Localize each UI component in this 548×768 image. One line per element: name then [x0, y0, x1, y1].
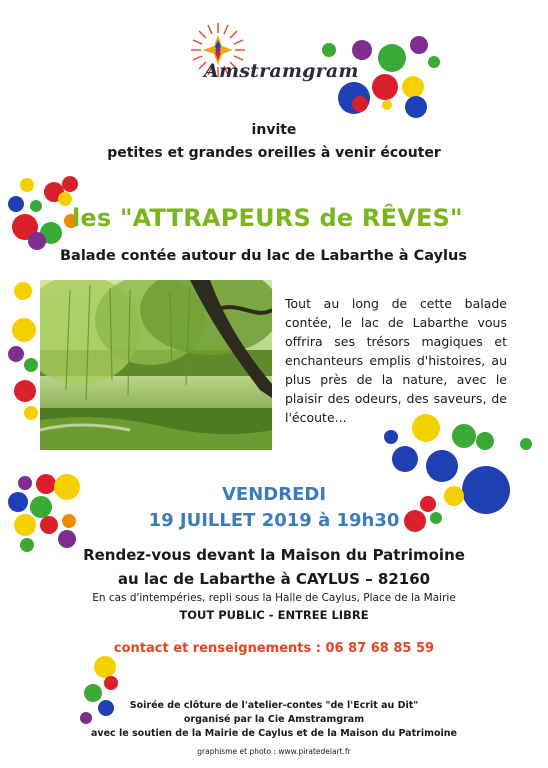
event-subtitle: Balade contée autour du lac de Labarthe à Caylus: [60, 248, 467, 264]
event-day: VENDREDI: [221, 484, 327, 505]
event-date: 19 JUILLET 2019 à 19h30: [148, 510, 400, 531]
logo-wordmark: Amstramgram: [204, 60, 359, 82]
rain-fallback-note: En cas d'intempéries, repli sous la Halle de Caylus, Place de la Mairie: [92, 592, 456, 604]
credit-line: graphisme et photo : www.piratedelart.fr: [197, 747, 351, 756]
logo: [182, 22, 372, 82]
event-title: les "ATTRAPEURS de RÊVES": [72, 204, 463, 232]
invite-subline: petites et grandes oreilles à venir écouter: [107, 145, 441, 161]
meeting-place-line2: au lac de Labarthe à CAYLUS – 82160: [117, 570, 431, 588]
footer-line2: organisé par la Cie Amstramgram: [183, 714, 365, 725]
audience-note: TOUT PUBLIC - ENTREE LIBRE: [179, 608, 369, 622]
invite-line: invite: [251, 122, 297, 138]
event-description: Tout au long de cette balade contée, le lac de Labarthe vous offrira ses trésors magiques et enchanteurs emplis d'histoires, au plus près de la nature, avec le plaisir des odeurs, des saveurs, de l'écoute...: [285, 296, 507, 425]
footer-line3: avec le soutien de la Mairie de Caylus et de la Maison du Patrimoine: [91, 728, 457, 739]
meeting-place-line1: Rendez-vous devant la Maison du Patrimoine: [83, 546, 465, 564]
lake-with-willow-tree-photo: [40, 280, 272, 450]
footer-line1: Soirée de clôture de l'atelier-contes "de l'Ecrit au Dit": [129, 700, 419, 711]
contact-line: contact et renseignements : 06 87 68 85 59: [113, 641, 435, 656]
